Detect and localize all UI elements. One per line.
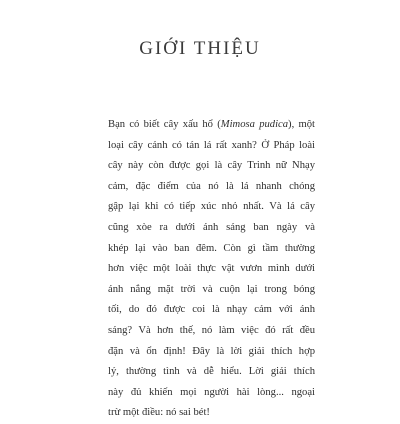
paragraph-line-15: trừ một điều: nó sai bét!	[108, 407, 210, 419]
paragraph-line-10: tối, do đó được coi là nhạy cảm với ánh	[108, 304, 315, 316]
paragraph-line-5: gập lại khi có tiếp xúc nhỏ nhất. Và lá cây	[108, 201, 315, 213]
paragraph-line-13: lý, thường tình và dễ hiểu. Lời giải thích	[108, 366, 315, 378]
paragraph-line-1	[108, 115, 315, 136]
paragraph-line-3: cây này còn được gọi là cây Trinh nữ Nhạy	[108, 160, 315, 172]
paragraph-line-8: hơn việc một loài thực vật vươn mình dưới	[108, 263, 315, 275]
paragraph-line-14: này đủ khiến mọi người hài lòng... ngoại	[108, 386, 315, 398]
paragraph-line-7: khép lại vào ban đêm. Còn gì tầm thường	[108, 242, 315, 254]
paragraph-line-12: đặn và ổn định! Đây là lời giải thích hợp	[108, 345, 315, 357]
paragraph-line-4: cảm, đặc điểm của nó là lá nhanh chóng	[108, 180, 315, 192]
chapter-heading: GIỚI THIỆU	[139, 38, 261, 59]
line-1-text-b: ), một	[288, 119, 315, 130]
intro-paragraph	[108, 115, 315, 424]
paragraph-line-11: sáng? Và hơn thế, nó làm việc đó rất đều	[108, 324, 315, 336]
line-1-text-a: Bạn có biết cây xấu hổ (	[108, 119, 221, 130]
paragraph-line-9: ánh nắng mặt trời và cuộn lại trong bóng	[108, 283, 315, 295]
paragraph-line-2: loại cây cảnh có tán lá rất xanh? Ở Pháp loài	[108, 139, 315, 151]
scientific-name: Mimosa pudica	[220, 119, 289, 130]
paragraph-line-6: cũng xòe ra dưới ánh sáng ban ngày và	[108, 221, 315, 233]
